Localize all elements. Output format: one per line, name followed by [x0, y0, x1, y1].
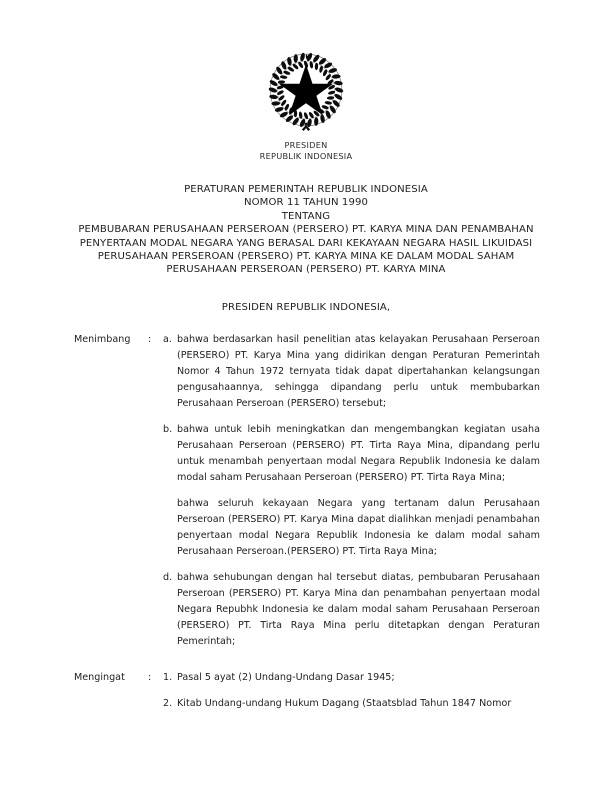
mengingat-label: Mengingat	[74, 672, 125, 683]
menimbang-row	[74, 332, 540, 650]
list-item-text: Kitab Undang-undang Hukum Dagang (Staatsblad Tahun 1847 Nomor	[177, 698, 512, 709]
mengingat-section	[74, 670, 540, 712]
title-line-1: PERATURAN PEMERINTAH REPUBLIK INDONESIA	[184, 184, 428, 195]
menimbang-label: Menimbang	[74, 334, 131, 345]
list-item	[163, 332, 540, 412]
emblem-block	[0, 44, 612, 162]
title-line-4: PEMBUBARAN PERUSAHAAN PERSEROAN (PERSERO) PT. KARYA MINA DAN PENAMBAHAN	[78, 224, 534, 236]
list-item-text: bahwa seluruh kekayaan Negara yang tertanam dalun Perusahaan Perseroan (PERSERO) PT. Karya Mina dapat dialihkan menjadi penambahan penyertaan modal Negara Republik Indonesia ke dalam modal saham Perusahaan Perseroan.(PERSERO) PT. Tirta Raya Mina;	[177, 498, 540, 557]
menimbang-items	[163, 332, 540, 650]
title-line-5: PENYERTAAN MODAL NEGARA YANG BERASAL DARI KEKAYAAN NEGARA HASIL LIKUIDASI	[79, 237, 533, 249]
list-item	[163, 496, 540, 560]
mengingat-colon: :	[148, 672, 152, 683]
mengingat-row	[74, 670, 540, 712]
list-item	[163, 670, 540, 686]
indonesia-presidential-star-wreath-emblem	[260, 44, 352, 136]
page-title	[36, 183, 576, 277]
list-item-text: Pasal 5 ayat (2) Undang-Undang Dasar 1945;	[177, 672, 395, 683]
emblem-caption-line-1: PRESIDEN	[284, 140, 328, 150]
list-item	[163, 696, 540, 712]
title-line-2: NOMOR 11 TAHUN 1990	[243, 197, 369, 209]
list-item-marker: a.	[163, 334, 172, 345]
title-line-7: PERUSAHAAN PERSEROAN (PERSERO) PT. KARYA MINA	[166, 264, 446, 276]
menimbang-section	[74, 332, 540, 650]
emblem-caption	[0, 140, 612, 162]
list-item-text: bahwa sehubungan dengan hal tersebut diatas, pembubaran Perusahaan Perseroan (PERSERO) PT. Karya Mina dan penambahan penyertaan modal Negara Repubhk Indonesia ke dalam modal saham Perusahaan Perseroan (PERSERO) PT. Tirta Raya Mina perlu ditetapkan dengan Peraturan Pemerintah;	[177, 572, 540, 647]
list-item-marker: d.	[163, 572, 173, 583]
list-item-marker: 2.	[163, 698, 173, 709]
title-line-6: PERUSAHAAN PERSEROAN (PERSERO) PT. KARYA MINA KE DALAM MODAL SAHAM	[97, 251, 515, 263]
opening-statement: PRESIDEN REPUBLIK INDONESIA,	[221, 302, 391, 313]
emblem-caption-line-2: REPUBLIK INDONESIA	[259, 151, 353, 161]
list-item	[163, 422, 540, 486]
mengingat-items	[163, 670, 540, 712]
list-item-marker: b.	[163, 424, 173, 435]
list-item-text: bahwa untuk lebih meningkatkan dan mengembangkan kegiatan usaha Perusahaan Perseroan (PERSERO) PT. Tirta Raya Mina, dipandang perlu untuk menambah penyertaan modal Negara Republik Indonesia ke dalam modal saham Perusahaan Perseroan (PERSERO) PT. Tirta Raya Mina;	[177, 424, 540, 483]
list-item-text: bahwa berdasarkan hasil penelitian atas kelayakan Perusahaan Perseroan (PERSERO) PT. Karya Mina yang didirikan dengan Peraturan Pemerintah Nomor 4 Tahun 1972 ternyata tidak dapat dipertahankan kelangsungan pengusahaannya, sehingga dipandang perlu untuk membubarkan Perusahaan Perseroan (PERSERO) tersebut;	[177, 334, 540, 409]
list-item-marker: 1.	[163, 672, 173, 683]
title-line-3: TENTANG	[281, 210, 331, 222]
menimbang-colon: :	[148, 334, 152, 345]
list-item	[163, 570, 540, 650]
